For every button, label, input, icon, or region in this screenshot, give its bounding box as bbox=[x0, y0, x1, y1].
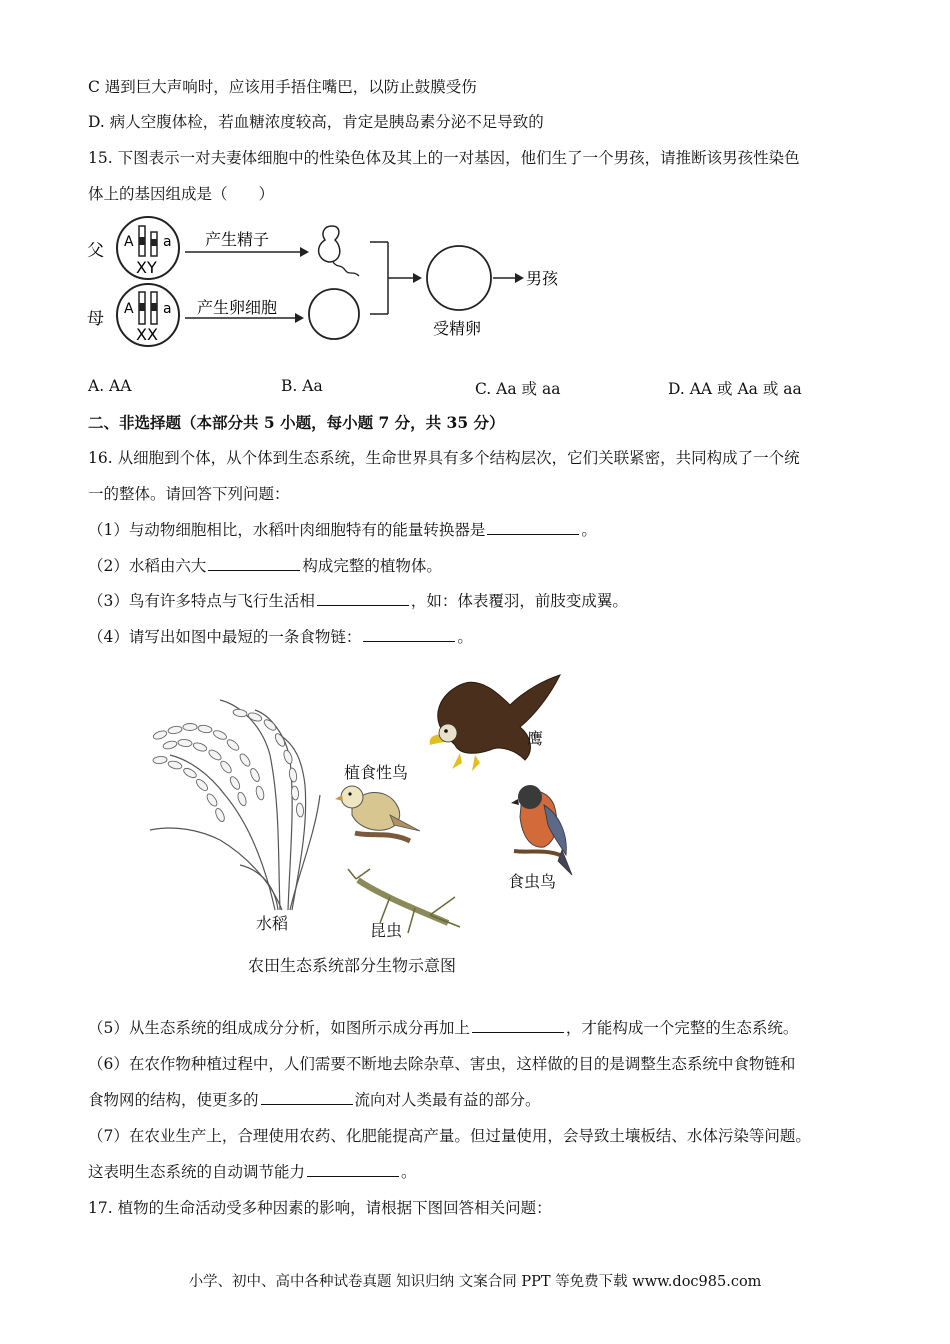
father-label: 父 bbox=[87, 241, 104, 261]
zygote-label: 受精卵 bbox=[433, 319, 482, 338]
genetics-diagram bbox=[85, 212, 585, 352]
option-c: C. Aa 或 aa bbox=[475, 380, 561, 398]
question-15-line1: 15. 下图表示一对夫妻体细胞中的性染色体及其上的一对基因，他们生了一个男孩，请推断该男孩性染色 bbox=[88, 149, 800, 167]
answer-blank[interactable] bbox=[317, 591, 409, 606]
question-15-line2: 体上的基因组成是（ ） bbox=[88, 185, 275, 203]
section-heading: 二、非选择题（本部分共 5 小题，每小题 7 分，共 35 分） bbox=[88, 413, 505, 432]
option-d-text: D. 病人空腹体检，若血糖浓度较高，肯定是胰岛素分泌不足导致的 bbox=[88, 113, 544, 131]
rice-grains bbox=[152, 708, 304, 822]
sperm-arrow-label: 产生精子 bbox=[205, 230, 270, 249]
insect-label: 昆虫 bbox=[370, 921, 403, 940]
svg-text:a: a bbox=[163, 301, 172, 317]
zygote-cell bbox=[427, 246, 491, 310]
answer-blank[interactable] bbox=[307, 1162, 399, 1177]
hawk-label: 鹰 bbox=[527, 729, 544, 748]
mother-label: 母 bbox=[87, 309, 104, 329]
sub-question-2: （2）水稻由六大 构成完整的植物体。 bbox=[88, 557, 442, 575]
insect-illustration bbox=[348, 869, 460, 933]
svg-text:A: A bbox=[124, 301, 134, 317]
question-16-line2: 一的整体。请回答下列问题： bbox=[88, 485, 290, 503]
sub-question-5: （5）从生态系统的组成成分分析，如图所示成分再加上 ，才能构成一个完整的生态系统。 bbox=[88, 1019, 799, 1037]
answer-blank[interactable] bbox=[472, 1018, 564, 1033]
egg-arrow-label: 产生卵细胞 bbox=[197, 298, 278, 317]
answer-blank[interactable] bbox=[208, 556, 300, 571]
sub-question-4: （4）请写出如图中最短的一条食物链： 。 bbox=[88, 628, 473, 646]
option-a: A. AA bbox=[88, 377, 132, 395]
insectivorous-bird-label: 食虫鸟 bbox=[508, 872, 557, 891]
sub-question-7-line1: （7）在农业生产上，合理使用农药、化肥能提高产量。但过量使用，会导致土壤板结、水体污染等问题。 bbox=[88, 1127, 811, 1145]
boy-label: 男孩 bbox=[526, 269, 559, 288]
mother-chromosomes: XX bbox=[136, 325, 158, 344]
option-c-text: C 遇到巨大声响时，应该用手捂住嘴巴，以防止鼓膜受伤 bbox=[88, 78, 477, 96]
sub-question-1: （1）与动物细胞相比，水稻叶肉细胞特有的能量转换器是 。 bbox=[88, 521, 597, 539]
rice-label: 水稻 bbox=[256, 914, 289, 933]
herbivorous-bird-illustration bbox=[335, 786, 420, 841]
father-chromosomes: XY bbox=[136, 258, 157, 277]
svg-text:a: a bbox=[163, 234, 172, 250]
sperm-cell bbox=[319, 226, 359, 276]
option-d: D. AA 或 Aa 或 aa bbox=[668, 380, 802, 398]
sub-question-6-line2: 食物网的结构，使更多的 流向对人类最有益的部分。 bbox=[88, 1091, 541, 1109]
option-b: B. Aa bbox=[281, 377, 323, 395]
svg-text:A: A bbox=[124, 234, 134, 250]
herbivorous-bird-label: 植食性鸟 bbox=[344, 763, 409, 782]
sub-question-7-line2: 这表明生态系统的自动调节能力 。 bbox=[88, 1163, 417, 1181]
answer-blank[interactable] bbox=[487, 520, 579, 535]
hawk-illustration bbox=[430, 675, 560, 771]
egg-cell bbox=[309, 289, 359, 339]
insectivorous-bird-illustration bbox=[511, 785, 572, 875]
answer-blank[interactable] bbox=[363, 627, 455, 642]
answer-blank[interactable] bbox=[261, 1090, 353, 1105]
figure-caption: 农田生态系统部分生物示意图 bbox=[248, 956, 457, 975]
sub-question-6-line1: （6）在农作物种植过程中，人们需要不断地去除杂草、害虫，这样做的目的是调整生态系统中食物链和 bbox=[88, 1055, 796, 1073]
sub-question-3: （3）鸟有许多特点与飞行生活相 ，如：体表覆羽，前肢变成翼。 bbox=[88, 592, 628, 610]
ecosystem-figure bbox=[130, 665, 590, 965]
question-17: 17. 植物的生命活动受多种因素的影响，请根据下图回答相关问题： bbox=[88, 1199, 552, 1217]
page-footer: 小学、初中、高中各种试卷真题 知识归纳 文案合同 PPT 等免费下载 www.doc985.com bbox=[188, 1274, 762, 1290]
question-16-line1: 16. 从细胞到个体，从个体到生态系统，生命世界具有多个结构层次，它们关联紧密，共同构成了一个统 bbox=[88, 449, 800, 467]
